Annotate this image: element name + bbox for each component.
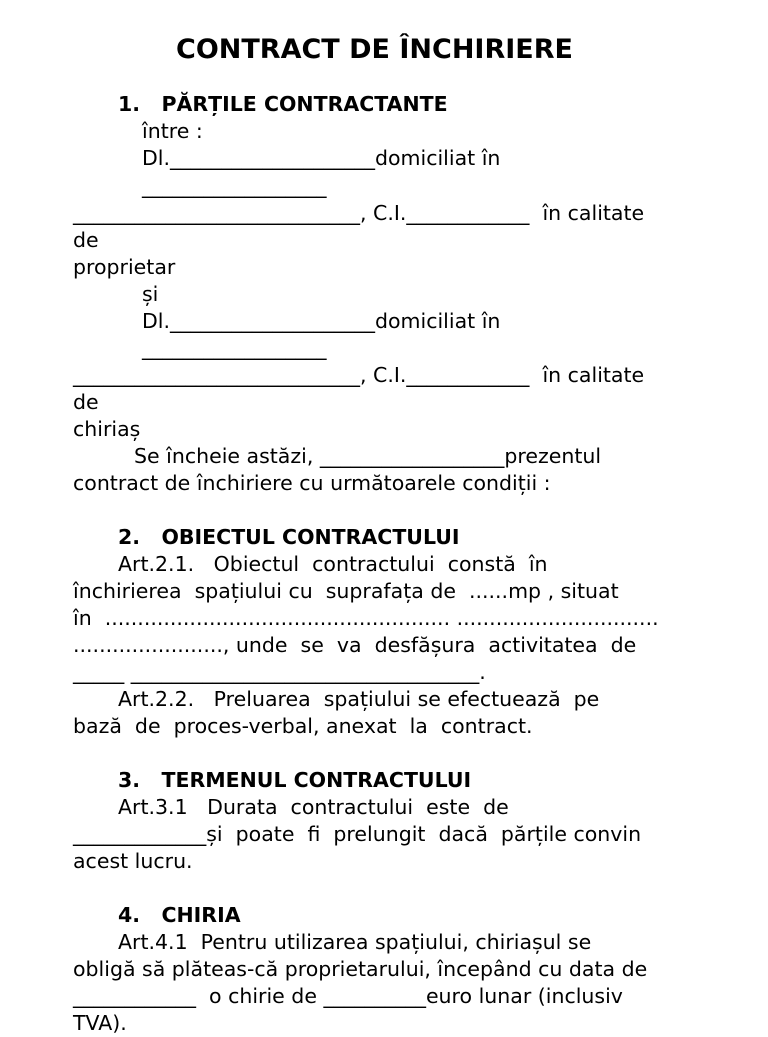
text-line: acest lucru. bbox=[73, 849, 193, 873]
section-heading-term: 3. TERMENUL CONTRACTULUI bbox=[118, 768, 472, 792]
text-line: de bbox=[73, 390, 99, 414]
text-line: bază de proces-verbal, anexat la contract. bbox=[73, 714, 533, 738]
text-line: și bbox=[142, 282, 159, 306]
section-heading-parties: 1. PĂRȚILE CONTRACTANTE bbox=[118, 92, 448, 116]
section-heading-object: 2. OBIECTUL CONTRACTULUI bbox=[118, 525, 460, 549]
text-line: Dl.____________________domiciliat în bbox=[142, 146, 501, 170]
text-line: _____ __________________________________. bbox=[73, 660, 486, 684]
section-heading-rent: 4. CHIRIA bbox=[118, 903, 241, 927]
text-line: __________________ bbox=[142, 174, 327, 198]
text-line: Art.3.1 Durata contractului este de bbox=[118, 795, 509, 819]
text-line: chiriaș bbox=[73, 417, 141, 441]
text-line: TVA). bbox=[73, 1011, 127, 1035]
text-line: închirierea spațiului cu suprafața de ......mp , situat bbox=[73, 579, 619, 603]
text-line: _____________și poate fi prelungit dacă părțile convin bbox=[73, 822, 642, 846]
text-line: ......................., unde se va desfășura activitatea de bbox=[73, 633, 637, 657]
text-line: ____________________________, C.I.____________ în calitate bbox=[73, 363, 645, 387]
text-line: între : bbox=[142, 119, 203, 143]
text-line: proprietar bbox=[73, 255, 176, 279]
text-line: __________________ bbox=[142, 336, 327, 360]
document-title: CONTRACT DE ÎNCHIRIERE bbox=[176, 34, 573, 65]
text-line: Art.2.1. Obiectul contractului constă în bbox=[118, 552, 548, 576]
text-line: în ..................................................... ............................... bbox=[73, 606, 659, 630]
text-line: Se încheie astăzi, __________________prezentul bbox=[134, 444, 602, 468]
text-line: ____________ o chirie de __________euro lunar (inclusiv bbox=[73, 984, 623, 1008]
text-line: obligă să plăteas-că proprietarului, începând cu data de bbox=[73, 957, 648, 981]
text-line: contract de închiriere cu următoarele condiții : bbox=[73, 471, 551, 495]
text-line: Art.2.2. Preluarea spațiului se efectuează pe bbox=[118, 687, 600, 711]
text-line: Dl.____________________domiciliat în bbox=[142, 309, 501, 333]
text-line: Art.4.1 Pentru utilizarea spațiului, chiriașul se bbox=[118, 930, 592, 954]
text-line: de bbox=[73, 228, 99, 252]
text-line: ____________________________, C.I.____________ în calitate bbox=[73, 201, 645, 225]
